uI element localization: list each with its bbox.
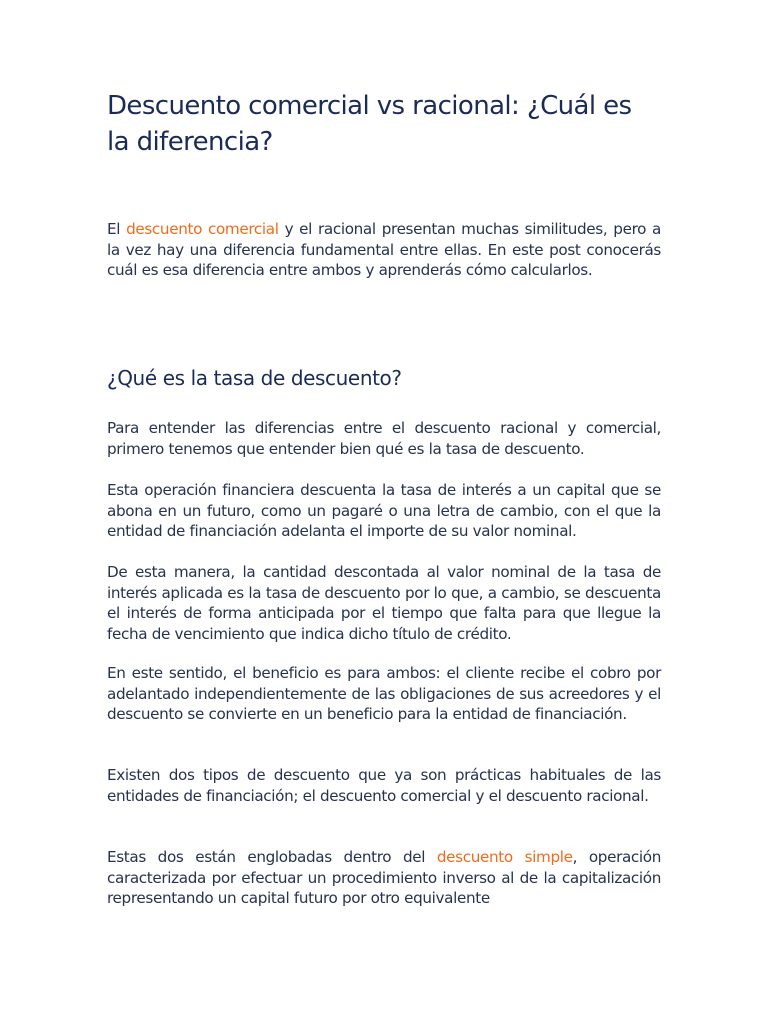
page-title: Descuento comercial vs racional: ¿Cuál es la diferencia?	[107, 91, 632, 157]
paragraph-1: Para entender las diferencias entre el descuento racional y comercial, primero tenemos que entender bien qué es la tasa de descuento.	[107, 419, 661, 458]
paragraph-4: En este sentido, el beneficio es para ambos: el cliente recibe el cobro por adelantado independientemente de las obligaciones de sus acreedores y el descuento se convierte en un beneficio para la entidad de financiación.	[107, 664, 661, 724]
paragraph-3: De esta manera, la cantidad descontada al valor nominal de la tasa de interés aplicada es la tasa de descuento por lo que, a cambio, se descuenta el interés de forma anticipada por el tiempo que falta para que llegue la fecha de vencimiento que indica dicho título de crédito.	[107, 563, 661, 643]
descuento-comercial-link[interactable]: descuento comercial	[126, 220, 279, 238]
section-heading: ¿Qué es la tasa de descuento?	[107, 366, 402, 390]
paragraph-6-text-before-link: Estas dos están englobadas dentro del	[107, 848, 437, 866]
paragraph-5: Existen dos tipos de descuento que ya son prácticas habituales de las entidades de financiación; el descuento comercial y el descuento racional.	[107, 766, 661, 805]
intro-paragraph	[107, 219, 661, 281]
descuento-simple-link[interactable]: descuento simple	[436, 848, 573, 866]
intro-text-after-link: y el racional presentan muchas similitudes, pero a la vez hay una diferencia fundamental entre ellas. En este post conocerás cuál es esa diferencia entre ambos y aprenderás cómo calcularlos.	[107, 220, 662, 280]
paragraph-6-text-after-link: , operación caracterizada por efectuar un procedimiento inverso al de la capitalización representando un capital futuro por otro equivalente	[107, 848, 661, 907]
paragraph-2: Esta operación financiera descuenta la tasa de interés a un capital que se abona en un futuro, como un pagaré o una letra de cambio, con el que la entidad de financiación adelanta el importe de su valor nominal.	[107, 481, 661, 541]
paragraph-6	[107, 847, 661, 907]
intro-text-before-link: El	[107, 220, 127, 238]
